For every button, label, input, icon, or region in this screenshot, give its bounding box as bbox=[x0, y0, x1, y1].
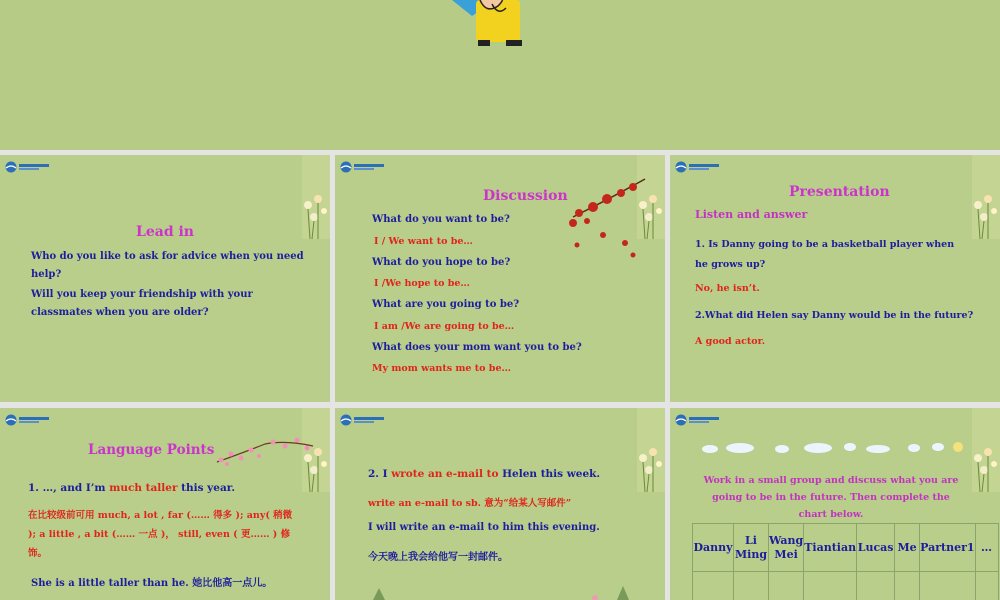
language-point-1 bbox=[28, 482, 235, 494]
clouds-icon bbox=[700, 440, 970, 456]
question-2: 2.What did Helen say Danny would be in the future? bbox=[695, 310, 974, 321]
slide-lead-in[interactable] bbox=[0, 155, 330, 402]
header-cell: … bbox=[975, 524, 998, 572]
table-cell[interactable] bbox=[895, 572, 920, 600]
grammar-note: 在比较级前可用 much, a lot , far (…… 得多 ); any( 稍微 ); a little , a bit (…… 一点 )， still, even ( 更…… ) 修饰。 bbox=[28, 510, 293, 559]
header-cell: Me bbox=[895, 524, 920, 572]
answer-1: No, he isn’t. bbox=[695, 283, 760, 294]
discussion-line: I /We hope to be… bbox=[374, 278, 470, 289]
question-1: 1. Is Danny going to be a basketball player when he grows up? bbox=[695, 239, 955, 270]
discussion-line: What do you want to be? bbox=[372, 214, 510, 225]
discussion-line: I am /We are going to be… bbox=[374, 321, 515, 332]
table-cell[interactable] bbox=[734, 572, 769, 600]
language-point-2 bbox=[368, 468, 600, 480]
discussion-line: I / We want to be… bbox=[374, 236, 473, 247]
slide-title: Language Points bbox=[88, 442, 215, 458]
discussion-line: What does your mom want you to be? bbox=[372, 342, 582, 353]
slide-language-points[interactable] bbox=[0, 408, 330, 600]
logo-icon bbox=[675, 414, 721, 426]
point-prefix: 1. …, and I’m bbox=[28, 482, 110, 494]
point-prefix: 2. I bbox=[368, 468, 392, 480]
discussion-line: What are you going to be? bbox=[372, 299, 520, 310]
table-header-row bbox=[693, 524, 999, 572]
plants-icon bbox=[365, 586, 645, 600]
slide-presentation[interactable] bbox=[670, 155, 1000, 402]
discussion-line: What do you hope to be? bbox=[372, 257, 511, 268]
logo-icon bbox=[340, 414, 386, 426]
header-cell: Tiantian bbox=[804, 524, 857, 572]
point-suffix: Helen this week. bbox=[498, 468, 601, 480]
slide-title: Presentation bbox=[789, 184, 890, 200]
table-cell[interactable] bbox=[920, 572, 975, 600]
table-cell[interactable] bbox=[804, 572, 857, 600]
example-english: I will write an e-mail to him this evening. bbox=[368, 522, 600, 533]
slide-discussion[interactable] bbox=[335, 155, 665, 402]
table-cell[interactable] bbox=[857, 572, 895, 600]
top-slide-partial[interactable] bbox=[0, 0, 1000, 150]
slide-title: Lead in bbox=[136, 224, 194, 240]
question-2: Will you keep your friendship with your classmates when you are older? bbox=[31, 289, 253, 318]
header-cell: Li Ming bbox=[734, 524, 769, 572]
slide-group-work[interactable] bbox=[670, 408, 1000, 600]
slide-email-point[interactable] bbox=[335, 408, 665, 600]
table-cell[interactable] bbox=[769, 572, 804, 600]
usage-note: write an e-mail to sb. 意为“给某人写邮件” bbox=[368, 498, 572, 509]
blossom-branch-icon bbox=[215, 432, 315, 468]
table-row bbox=[693, 572, 999, 600]
logo-icon bbox=[5, 161, 51, 173]
cartoon-figure-icon bbox=[440, 0, 530, 50]
table-cell[interactable] bbox=[693, 572, 734, 600]
point-highlight: wrote an e-mail to bbox=[391, 468, 499, 480]
point-highlight: much taller bbox=[109, 482, 178, 494]
answer-2: A good actor. bbox=[695, 336, 766, 347]
instruction-text: Work in a small group and discuss what you are going to be in the future. Then complete the chart below. bbox=[703, 475, 959, 520]
maple-branch-icon bbox=[563, 177, 647, 261]
header-cell: Danny bbox=[693, 524, 734, 572]
logo-icon bbox=[340, 161, 386, 173]
header-cell: Lucas bbox=[857, 524, 895, 572]
logo-icon bbox=[5, 414, 51, 426]
example-chinese: 今天晚上我会给他写一封邮件。 bbox=[368, 552, 508, 563]
header-cell: Partner1 bbox=[920, 524, 975, 572]
slide-title: Discussion bbox=[483, 188, 568, 204]
example-sentence: She is a little taller than he. 她比他高一点儿。 bbox=[31, 578, 273, 589]
logo-icon bbox=[675, 161, 721, 173]
slide-subtitle: Listen and answer bbox=[695, 208, 808, 221]
question-1: Who do you like to ask for advice when you need help? bbox=[31, 251, 304, 280]
flowers-icon bbox=[623, 408, 665, 492]
discussion-line: My mom wants me to be… bbox=[372, 363, 511, 374]
future-chart-table[interactable] bbox=[692, 523, 999, 600]
header-cell: Wang Mei bbox=[769, 524, 804, 572]
point-suffix: this year. bbox=[177, 482, 235, 494]
table-cell[interactable] bbox=[975, 572, 998, 600]
flowers-icon bbox=[958, 155, 1000, 239]
